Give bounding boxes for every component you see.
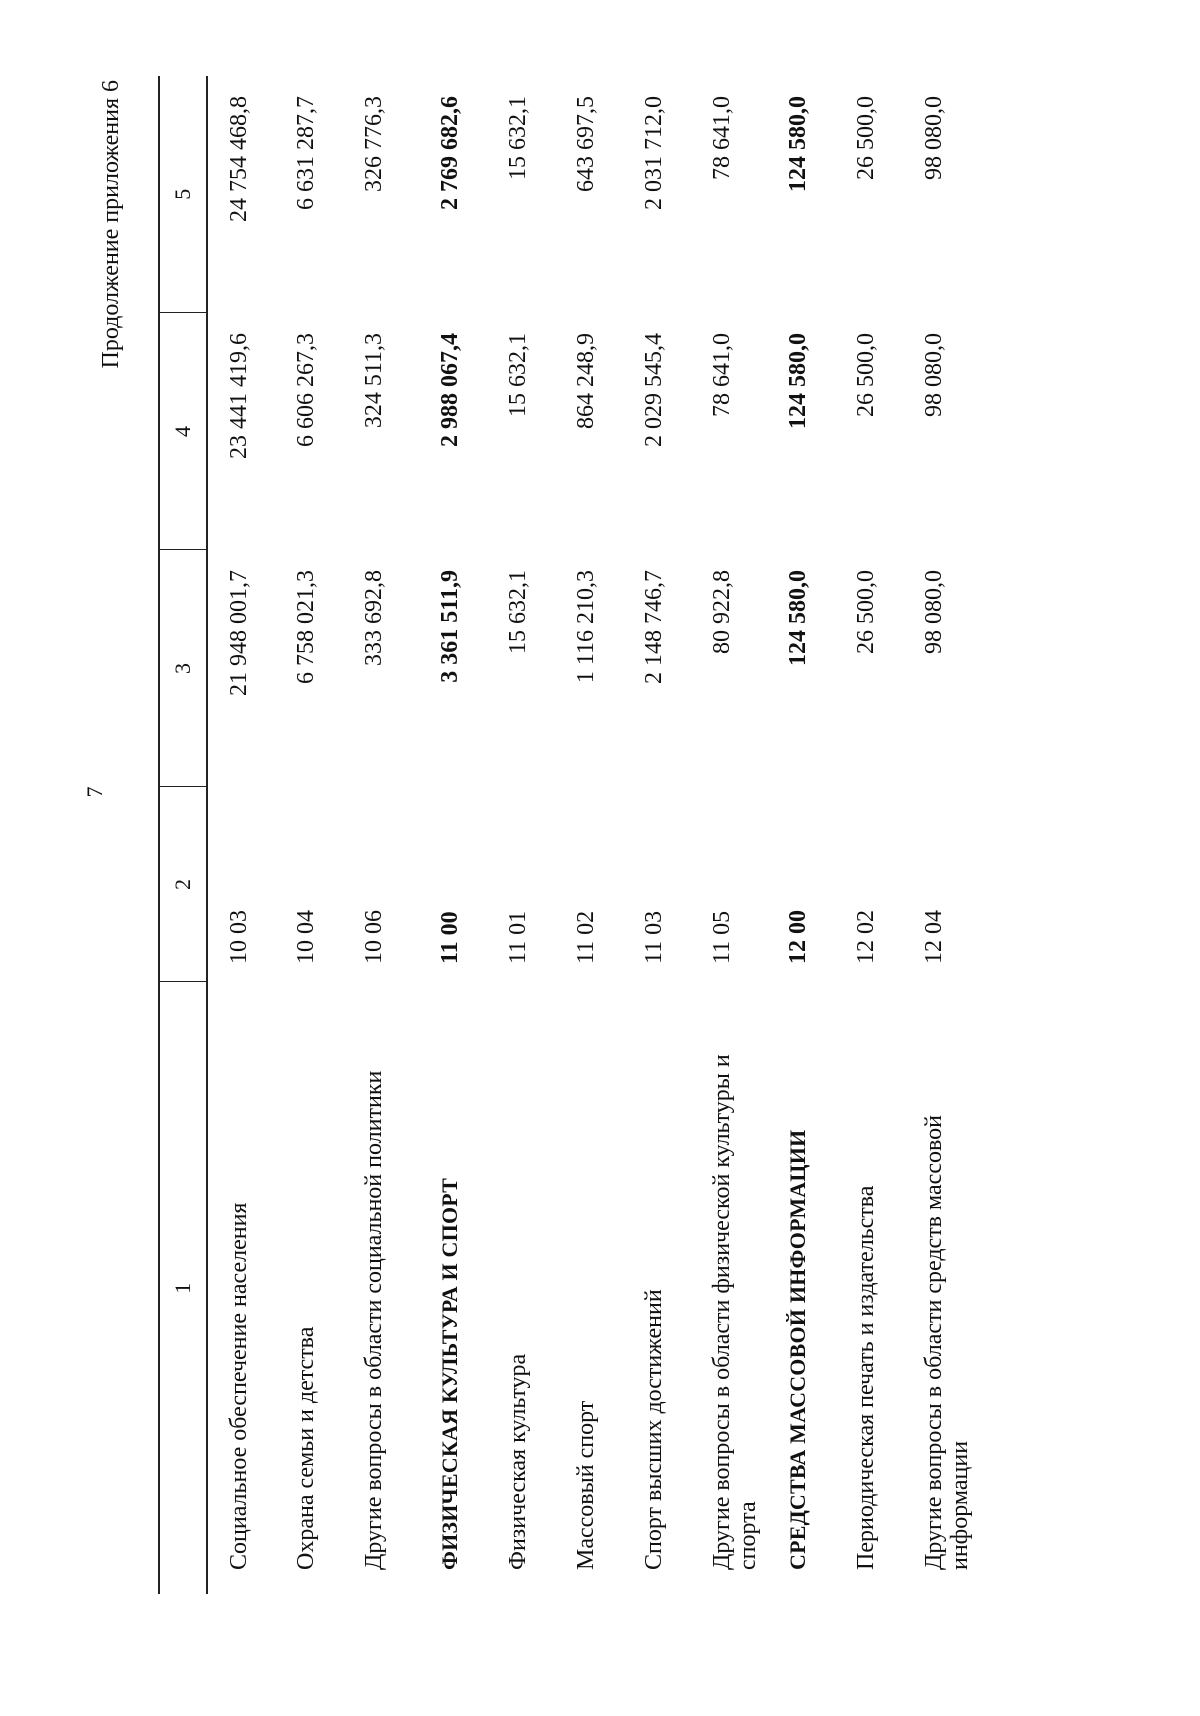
row-name: СРЕДСТВА МАССОВОЙ ИНФОРМАЦИИ (785, 1129, 810, 1570)
table-header-row (159, 76, 207, 1594)
row-value-3: 2 148 746,7 (641, 570, 667, 684)
row-value-3: 26 500,0 (853, 570, 879, 654)
row-code: 11 03 (641, 910, 667, 964)
row-code: 12 02 (853, 910, 879, 964)
row-value-5: 24 754 468,8 (226, 96, 252, 222)
table-row (835, 76, 903, 1594)
row-value-4: 6 606 267,3 (293, 333, 319, 447)
row-value-5: 2 031 712,0 (641, 96, 667, 210)
table-row (343, 76, 419, 1594)
table-row (623, 76, 691, 1594)
row-value-5: 98 080,0 (921, 96, 947, 180)
row-name: Социальное обеспечение населения (226, 1202, 252, 1570)
row-code: 12 04 (921, 910, 947, 964)
row-name: Массовый спорт (573, 1400, 599, 1570)
row-value-4: 98 080,0 (921, 333, 947, 417)
row-value-4: 2 029 545,4 (641, 333, 667, 447)
row-name: Охрана семьи и детства (293, 1326, 319, 1570)
column-header-2: 2 (159, 787, 207, 982)
row-code: 10 03 (226, 910, 252, 964)
column-header-5: 5 (159, 76, 207, 313)
row-name: Другие вопросы в области средств массовой информации (921, 1114, 973, 1570)
row-name: Другие вопросы в области социальной политики (361, 1070, 387, 1570)
row-value-5: 124 580,0 (785, 96, 811, 192)
row-name: Периодическая печать и издательства (853, 1185, 879, 1570)
row-code: 11 01 (505, 910, 531, 964)
budget-table (158, 76, 979, 1594)
row-name: Спорт высших достижений (641, 1289, 667, 1570)
continuation-caption: Продолжение приложения 6 (98, 80, 124, 369)
table-row (555, 76, 623, 1594)
row-value-3: 124 580,0 (785, 570, 811, 666)
row-code: 11 00 (437, 911, 463, 964)
row-value-3: 98 080,0 (921, 570, 947, 654)
table-row (691, 76, 767, 1594)
row-value-5: 2 769 682,6 (437, 96, 463, 210)
row-value-3: 6 758 021,3 (293, 570, 319, 684)
row-value-4: 26 500,0 (853, 333, 879, 417)
row-value-4: 2 988 067,4 (437, 333, 463, 447)
row-code: 10 06 (361, 910, 387, 964)
row-value-3: 21 948 001,7 (226, 570, 252, 696)
row-name: Другие вопросы в области физической культуры и спорта (709, 1054, 761, 1570)
row-value-4: 15 632,1 (505, 333, 531, 417)
row-value-5: 643 697,5 (573, 96, 599, 192)
row-code: 10 04 (293, 910, 319, 964)
table-row (207, 76, 275, 1594)
column-header-1: 1 (159, 982, 207, 1594)
row-value-4: 23 441 419,6 (226, 333, 252, 459)
row-value-3: 80 922,8 (709, 570, 735, 654)
row-value-5: 26 500,0 (853, 96, 879, 180)
page-number: 7 (82, 786, 107, 798)
row-name: ФИЗИЧЕСКАЯ КУЛЬТУРА И СПОРТ (437, 1177, 462, 1570)
row-name: Физическая культура (505, 1353, 531, 1570)
row-value-4: 124 580,0 (785, 333, 811, 429)
table-row-section (767, 76, 835, 1594)
row-code: 11 02 (573, 910, 599, 964)
row-value-3: 1 116 210,3 (573, 570, 599, 684)
column-header-3: 3 (159, 550, 207, 787)
row-value-3: 333 692,8 (361, 570, 387, 666)
row-value-3: 15 632,1 (505, 570, 531, 654)
row-value-5: 15 632,1 (505, 96, 531, 180)
row-value-4: 324 511,3 (361, 333, 387, 429)
row-code: 11 05 (709, 910, 735, 964)
table-row (903, 76, 979, 1594)
row-value-5: 6 631 287,7 (293, 96, 319, 210)
table-row (275, 76, 343, 1594)
row-value-4: 78 641,0 (709, 333, 735, 417)
budget-table-body (207, 76, 979, 1594)
row-code: 12 00 (785, 910, 811, 964)
row-value-3: 3 361 511,9 (437, 570, 463, 683)
table-row (487, 76, 555, 1594)
row-value-5: 326 776,3 (361, 96, 387, 192)
row-value-4: 864 248,9 (573, 333, 599, 429)
row-value-5: 78 641,0 (709, 96, 735, 180)
table-row-section (419, 76, 487, 1594)
column-header-4: 4 (159, 313, 207, 550)
